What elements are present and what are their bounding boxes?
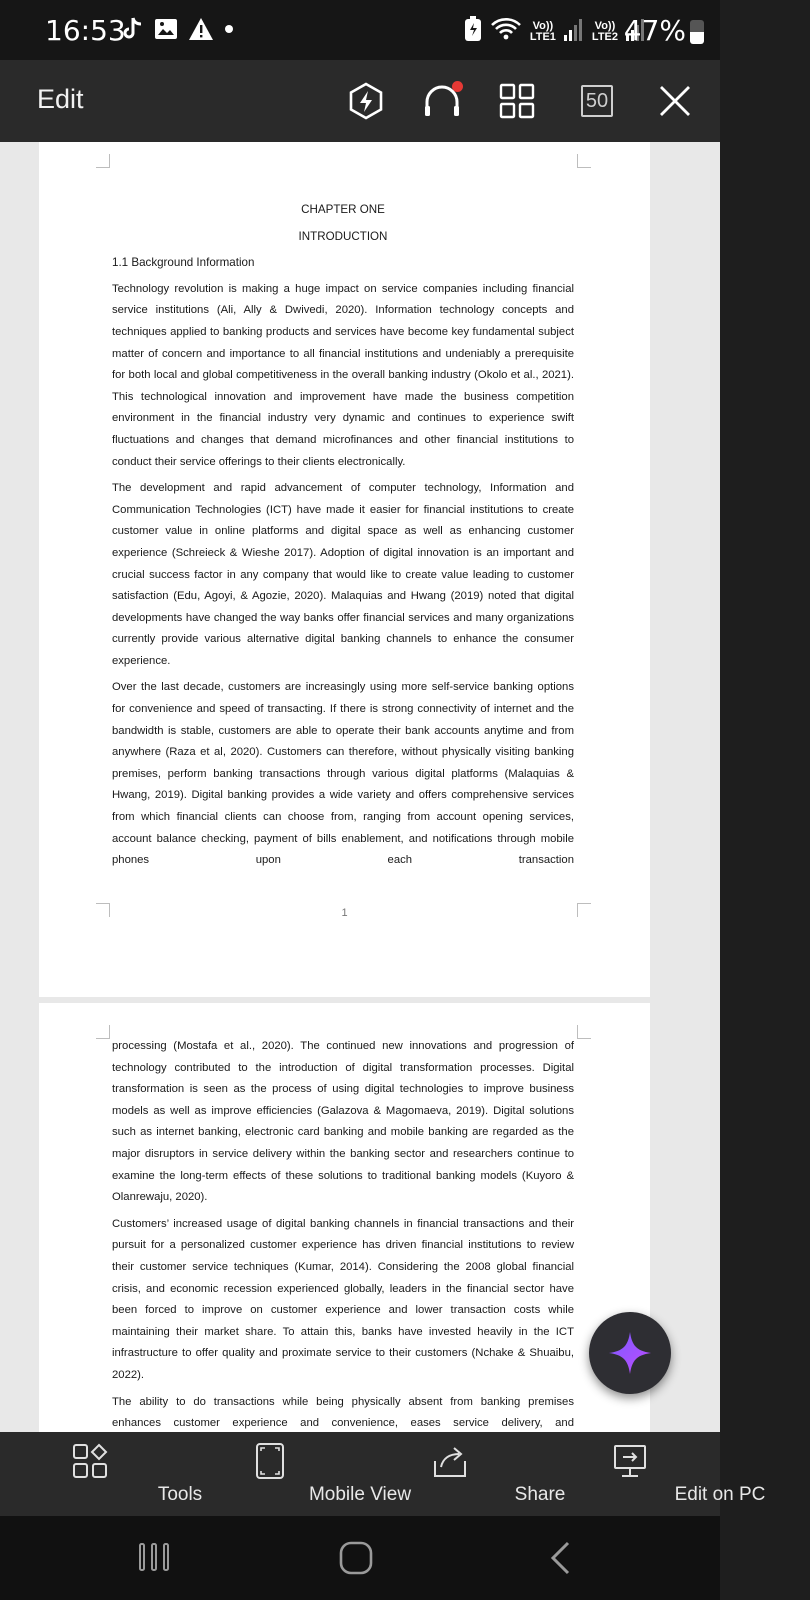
bottom-toolbar xyxy=(0,1432,766,1516)
top-toolbar xyxy=(0,60,720,142)
quick-action-button[interactable] xyxy=(343,78,389,124)
system-nav-bar xyxy=(0,1516,720,1600)
wifi-icon xyxy=(490,16,522,47)
sim1-label: Vo)) xyxy=(532,19,554,32)
section-title: INTRODUCTION xyxy=(298,229,388,243)
page-count-button[interactable] xyxy=(574,78,620,124)
sim1-indicator xyxy=(530,21,556,43)
notification-dot xyxy=(452,81,463,92)
share-label: Share xyxy=(514,1484,566,1505)
signal-icon xyxy=(564,17,584,46)
share-button[interactable] xyxy=(360,1432,566,1516)
listen-button[interactable] xyxy=(419,78,465,124)
sim2-sub: LTE2 xyxy=(591,30,618,43)
tools-label: Tools xyxy=(157,1484,203,1505)
grid-icon xyxy=(499,83,535,119)
sparkle-icon xyxy=(607,1330,653,1376)
sim1-sub: LTE1 xyxy=(529,30,556,43)
sim2-indicator xyxy=(592,21,618,43)
desktop-icon xyxy=(612,1443,648,1479)
home-icon xyxy=(338,1540,374,1576)
status-bar xyxy=(0,0,720,60)
document-page-1 xyxy=(39,142,650,997)
page-2-text xyxy=(112,1036,574,1440)
page-corner-mark xyxy=(96,1025,110,1039)
edit-on-pc-label: Edit on PC xyxy=(674,1484,766,1505)
document-page-2 xyxy=(39,1003,650,1463)
warning-icon xyxy=(188,17,214,46)
page-corner-mark xyxy=(577,154,591,168)
ai-assistant-button[interactable] xyxy=(589,1312,671,1394)
lightning-hexagon-icon xyxy=(348,82,384,120)
paragraph: processing (Mostafa et al., 2020). The continued new innovations and progression of technology contributed to the introduction of digital transformation processes. Digital transformation is seen as the process of using digital technologies to improve business models as well as improve efficiencies (Galazova & Magomaeva, 2019). Digital solutions such as internet banking, electronic card banking and mobile banking are regarded as the major disruptors in service delivery within the banking sector and researchers continue to examine the long-term effects of these solutions to traditional banking models (Kuyoro & Olanrewaju, 2020). xyxy=(112,1040,574,1204)
page-number: 1 xyxy=(341,907,348,919)
mobile-view-icon xyxy=(252,1443,288,1479)
battery-saver-icon xyxy=(464,16,482,47)
edit-on-pc-button[interactable] xyxy=(540,1432,766,1516)
paragraph: Over the last decade, customers are increasingly using more self-service banking options for convenience and speed of transacting. If there is strong connectivity of internet and the bandwidth is stable, customers are able to operate their bank accounts anytime and from anywhere (Raza et al, 2020). Customers can therefore, without physically visiting banking premises, perform banking transactions through various digital platforms (Malaquias & Hwang, 2019). Digital banking provides a wide variety and offers comprehensive services from which financial clients can choose from, ranging from account opening services, account balance checking, payment of bills enablement, and notifications through mobile phones upon each transaction xyxy=(112,681,574,867)
home-button[interactable] xyxy=(338,1540,374,1581)
sim2-label: Vo)) xyxy=(594,19,616,32)
edit-button[interactable]: Edit xyxy=(37,84,84,114)
tools-button[interactable] xyxy=(0,1432,203,1516)
tiktok-icon xyxy=(122,16,144,47)
page-corner-mark xyxy=(96,154,110,168)
close-button[interactable] xyxy=(652,78,698,124)
mobile-view-label: Mobile View xyxy=(308,1484,412,1505)
status-time: 16:53 xyxy=(45,14,126,47)
subheading: 1.1 Background Information xyxy=(112,256,255,270)
chapter-title: CHAPTER ONE xyxy=(301,203,385,216)
close-icon xyxy=(658,84,692,118)
tools-icon xyxy=(72,1443,108,1479)
document-viewport[interactable] xyxy=(0,142,720,1432)
layout-grid-button[interactable] xyxy=(494,78,540,124)
dot-icon xyxy=(224,17,234,46)
back-button[interactable] xyxy=(548,1540,572,1581)
share-icon xyxy=(432,1443,468,1479)
page-1-text xyxy=(112,199,574,877)
paragraph: Customers’ increased usage of digital banking channels in financial transactions and their pursuit for a personalized customer experience has driven financial institutions to review their customer service techniques (Kumar, 2014). Considering the 2008 global financial crisis, and economic recession experienced globally, leaders in the financial sector have been forced to improve on customer experience and lower transaction costs while maintaining their market share. To attain this, banks have invested heavily in the ICT infrastructure to offer quality and proximate service to their customers (Nchake & Shuaibu, 2022). xyxy=(112,1217,574,1381)
page-corner-mark xyxy=(577,1025,591,1039)
back-icon xyxy=(548,1540,572,1576)
battery-percent: 47% xyxy=(623,14,686,47)
paragraph: The development and rapid advancement of computer technology, Information and Communication Technologies (ICT) have made it easier for financial institutions to create customer value in online platforms and digital space as well as enhancing customer experience (Schreieck & Wieshe 2017). Adoption of digital innovation is an important and crucial success factor in any company that would like to create value leading to customer satisfaction (Edu, Agoyi, & Agozie, 2020). Malaquias and Hwang (2019) noted that digital developments have changed the way banks offer financial services and many organizations currently provide various alternative digital banking channels to enhance the consumer experience. xyxy=(112,482,574,667)
recent-apps-icon xyxy=(137,1540,171,1574)
battery-icon xyxy=(690,20,704,44)
gallery-icon xyxy=(154,17,178,46)
paragraph: The ability to do transactions while being physically absent from banking premises enhances customer experience and convenience, eases service delivery, and xyxy=(112,1395,574,1430)
recent-apps-button[interactable] xyxy=(137,1540,171,1579)
mobile-view-button[interactable] xyxy=(180,1432,412,1516)
page-count-badge: 50 xyxy=(581,85,613,117)
paragraph: Technology revolution is making a huge impact on service companies including financial service institutions (Ali, Ally & Dwivedi, 2020). Information technology concepts and techniques applied to banking products and services have become key fundamental subject matter of concern and importance to all financial institutions and undeniably a prerequisite for both local and global competitiveness in the overall banking industry (Okolo et al., 2021). This technological innovation and improvement have made the business competition environment in the financial industry very dynamic and continues to experience swift fluctuations and changes that demand microfinances and other financial institutions to conduct their service offerings to their clients electronically. xyxy=(112,282,574,468)
